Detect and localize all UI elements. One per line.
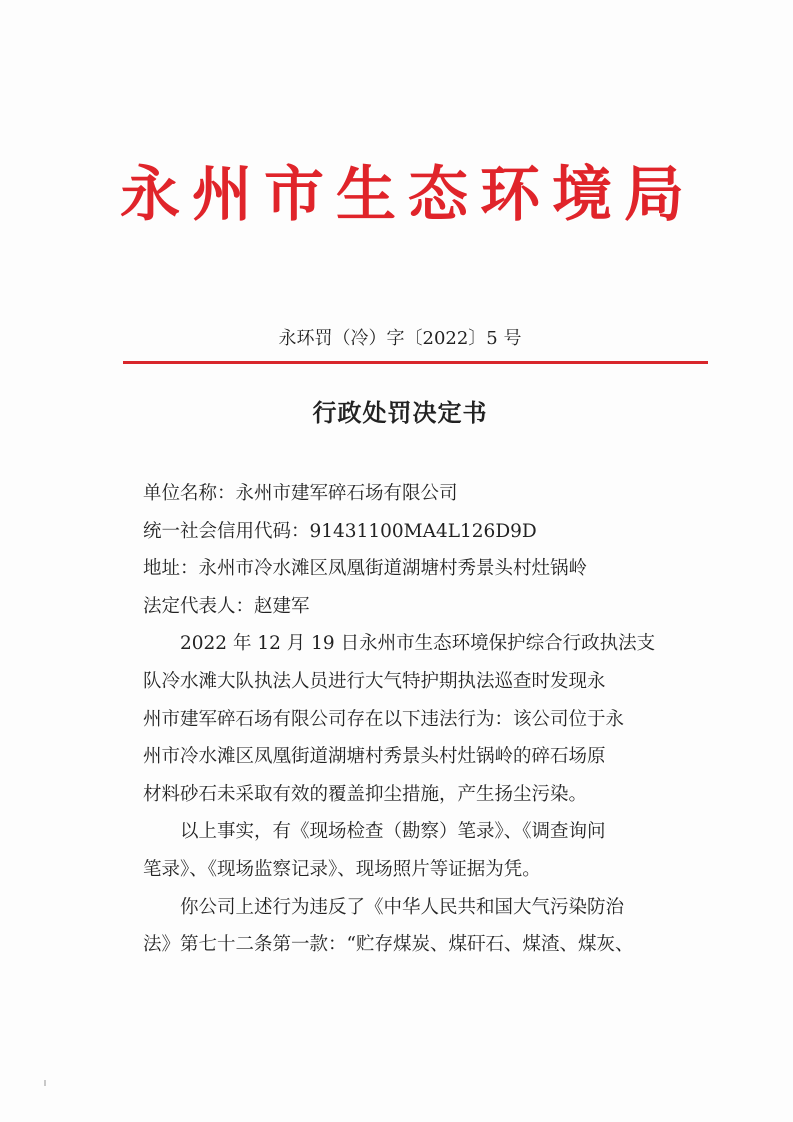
paragraph-line: 州市建军碎石场有限公司存在以下违法行为：该公司位于永: [143, 708, 625, 730]
paragraph-facts: [143, 625, 663, 813]
paragraph-line: 以上事实，有《现场检查（勘察）笔录》、《调查询问: [180, 821, 606, 843]
paragraph-line: 你公司上述行为违反了《中华人民共和国大气污染防治: [180, 896, 625, 918]
document-number: 永环罚（冷）字〔2022〕5 号: [278, 328, 522, 349]
paragraph-evidence: [143, 813, 663, 888]
credit-code-field: 统一社会信用代码：91431100MA4L126D9D: [143, 520, 537, 542]
document-type-title: 行政处罚决定书: [312, 398, 488, 427]
agency-title: 永州市生态环境局: [120, 160, 696, 230]
scan-artifact-mark: [44, 1080, 46, 1086]
paragraph-line: 队冷水滩大队执法人员进行大气特护期执法巡查时发现永: [143, 670, 606, 692]
paragraph-line: 2022 年 12 月 19 日永州市生态环境保护综合行政执法支: [180, 633, 656, 655]
paragraph-line: 笔录》、《现场监察记录》、现场照片等证据为凭。: [143, 858, 541, 880]
paragraph-violation: [143, 889, 663, 964]
unit-name-field: 单位名称：永州市建军碎石场有限公司: [143, 483, 458, 504]
address-field: 地址：永州市冷水滩区凤凰街道湖塘村秀景头村灶锅岭: [143, 558, 588, 580]
paragraph-line: 材料砂石未采取有效的覆盖抑尘措施，产生扬尘污染。: [143, 783, 588, 805]
paragraph-line: 州市冷水滩区凤凰街道湖塘村秀景头村灶锅岭的碎石场原: [143, 746, 606, 768]
red-divider-line: [123, 361, 708, 364]
legal-representative-field: 法定代表人：赵建军: [143, 595, 310, 617]
document-body: [143, 475, 663, 964]
paragraph-line: 法》第七十二条第一款：“贮存煤炭、煤矸石、煤渣、煤灰、: [143, 934, 634, 956]
